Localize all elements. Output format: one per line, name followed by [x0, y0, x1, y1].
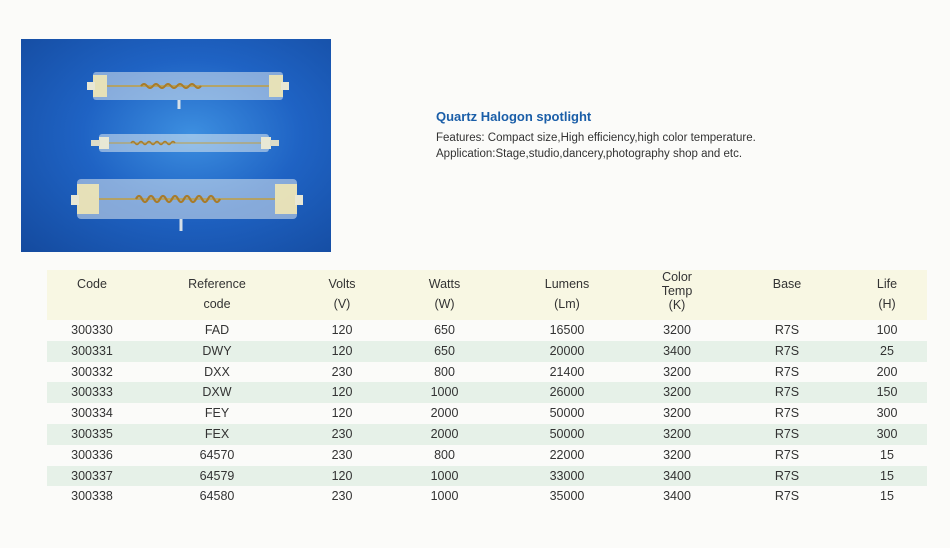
cell-life: 15 [880, 489, 894, 504]
cell-code: 300331 [71, 343, 113, 358]
table-row [47, 445, 927, 466]
table-row [47, 362, 927, 383]
table-row [47, 424, 927, 445]
cell-life: 15 [880, 447, 894, 462]
cell-lumens: 33000 [549, 468, 585, 483]
cell-volts: 120 [331, 406, 353, 421]
cell-reference-code: DXW [202, 385, 232, 400]
cell-lumens: 50000 [549, 406, 585, 421]
cell-watts: 650 [434, 343, 455, 358]
header-color-temp: Color Temp (K) [661, 270, 693, 312]
table-row [47, 466, 927, 487]
cell-life: 15 [880, 468, 894, 483]
table-row [47, 403, 927, 424]
header-code: Code [77, 277, 107, 291]
cell-life: 300 [876, 406, 898, 421]
cell-reference-code: 64579 [199, 468, 235, 483]
cell-reference-code: FEX [204, 426, 230, 441]
cell-volts: 230 [331, 489, 353, 504]
features-text: Features: Compact size,High efficiency,high color temperature. [436, 132, 756, 144]
cell-reference-code: 64570 [199, 447, 235, 462]
cell-lumens: 50000 [549, 426, 585, 441]
cell-watts: 800 [434, 364, 455, 379]
table-row [47, 320, 927, 341]
cell-volts: 230 [331, 364, 353, 379]
cell-color-temp: 3200 [663, 426, 691, 441]
cell-base: R7S [774, 343, 800, 358]
halogen-lamps-image [21, 39, 331, 252]
cell-base: R7S [774, 447, 800, 462]
table-row [47, 341, 927, 362]
cell-reference-code: FEY [204, 406, 230, 421]
cell-color-temp: 3200 [663, 385, 691, 400]
cell-color-temp: 3200 [663, 447, 691, 462]
cell-volts: 230 [331, 447, 353, 462]
cell-base: R7S [774, 426, 800, 441]
cell-watts: 1000 [430, 489, 459, 504]
cell-reference-code: 64580 [199, 489, 235, 504]
cell-lumens: 22000 [549, 447, 585, 462]
cell-code: 300333 [71, 385, 113, 400]
cell-watts: 1000 [430, 468, 459, 483]
cell-code: 300336 [71, 447, 113, 462]
cell-life: 25 [880, 343, 894, 358]
cell-color-temp: 3400 [663, 343, 691, 358]
table-body [47, 320, 927, 507]
table-header [47, 270, 927, 320]
cell-watts: 800 [434, 447, 455, 462]
cell-life: 100 [876, 323, 898, 337]
cell-volts: 120 [331, 323, 353, 337]
cell-volts: 120 [331, 385, 353, 400]
cell-reference-code: DWY [202, 343, 232, 358]
cell-base: R7S [774, 489, 800, 504]
table-row [47, 486, 927, 507]
table-row [47, 382, 927, 403]
cell-reference-code: DXX [204, 364, 230, 379]
cell-watts: 2000 [430, 406, 459, 421]
cell-base: R7S [774, 323, 800, 337]
cell-code: 300334 [71, 406, 113, 421]
cell-base: R7S [774, 468, 800, 483]
cell-code: 300337 [71, 468, 113, 483]
cell-lumens: 35000 [549, 489, 585, 504]
cell-lumens: 21400 [549, 364, 585, 379]
cell-life: 200 [876, 364, 898, 379]
specifications-table [47, 270, 927, 507]
cell-lumens: 26000 [549, 385, 585, 400]
cell-lumens: 16500 [549, 323, 585, 337]
cell-volts: 230 [331, 426, 353, 441]
cell-base: R7S [774, 364, 800, 379]
application-text: Application:Stage,studio,dancery,photography shop and etc. [436, 148, 743, 160]
header-base: Base [772, 277, 802, 291]
cell-color-temp: 3200 [663, 406, 691, 421]
cell-watts: 2000 [430, 426, 459, 441]
cell-color-temp: 3200 [663, 323, 691, 337]
cell-color-temp: 3400 [663, 468, 691, 483]
header-reference-code: Reference code [188, 277, 246, 311]
product-description [436, 130, 756, 162]
cell-base: R7S [774, 385, 800, 400]
cell-color-temp: 3400 [663, 489, 691, 504]
cell-code: 300330 [71, 323, 113, 337]
cell-volts: 120 [331, 468, 353, 483]
cell-watts: 650 [434, 323, 455, 337]
header-volts: Volts (V) [328, 277, 356, 311]
cell-reference-code: FAD [204, 323, 230, 337]
header-lumens: Lumens (Lm) [544, 277, 590, 311]
cell-color-temp: 3200 [663, 364, 691, 379]
cell-code: 300332 [71, 364, 113, 379]
cell-life: 150 [876, 385, 898, 400]
cell-life: 300 [876, 426, 898, 441]
cell-code: 300335 [71, 426, 113, 441]
cell-lumens: 20000 [549, 343, 585, 358]
cell-watts: 1000 [430, 385, 459, 400]
header-life: Life (H) [876, 277, 898, 311]
product-photo [21, 39, 331, 252]
cell-volts: 120 [331, 343, 353, 358]
cell-code: 300338 [71, 489, 113, 504]
cell-base: R7S [774, 406, 800, 421]
header-watts: Watts (W) [428, 277, 461, 311]
product-title: Quartz Halogon spotlight [436, 109, 592, 124]
